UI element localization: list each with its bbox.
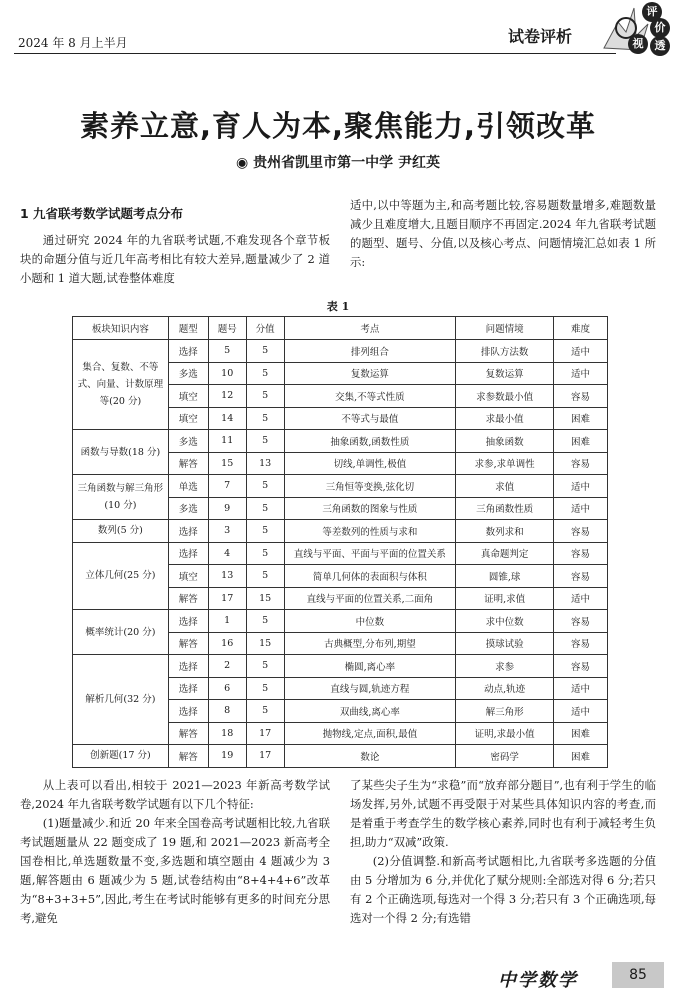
table-cell: 等差数列的性质与求和 bbox=[284, 520, 456, 543]
section1-left-column bbox=[20, 204, 330, 288]
table-cell: 证明,求最小值 bbox=[456, 722, 554, 745]
bottom-left-column bbox=[20, 776, 330, 928]
table-cell: 解答 bbox=[168, 452, 208, 475]
logo-char-2: 价 bbox=[650, 18, 670, 38]
table-cell: 5 bbox=[246, 520, 284, 543]
table-cell: 适中 bbox=[554, 587, 608, 610]
table-cell: 10 bbox=[208, 362, 246, 385]
table-cell: 14 bbox=[208, 407, 246, 430]
table-cell: 15 bbox=[246, 587, 284, 610]
table-cell: 多选 bbox=[168, 362, 208, 385]
table-cell: 真命题判定 bbox=[456, 542, 554, 565]
table-cell: 多选 bbox=[168, 497, 208, 520]
column-header: 分值 bbox=[246, 317, 284, 340]
table-cell: 16 bbox=[208, 632, 246, 655]
article-title: 素养立意,育人为本,聚焦能力,引领改革 bbox=[79, 109, 597, 143]
table-cell: 5 bbox=[246, 407, 284, 430]
table-cell: 适中 bbox=[554, 362, 608, 385]
table-cell: 5 bbox=[246, 700, 284, 723]
table-cell: 求最小值 bbox=[456, 407, 554, 430]
paragraph: (1)题量减少.和近 20 年来全国卷高考试题相比较,九省联考试题题量从 22 题变成了 19 题,和 2021—2023 新高考全国卷相比,单选题数量不变,多选题和填空题由 4 题减少为 3 题,解答题由 6 题减少为 5 题,试卷结构由“8+4+4+6”改革为“8+3+3+5”,因此,考生在考试时能够有更多的时间充分思考,避免 bbox=[20, 816, 330, 925]
column-header: 难度 bbox=[554, 317, 608, 340]
issue-date: 2024 年 8 月上半月 bbox=[18, 36, 128, 50]
table-cell: 5 bbox=[246, 475, 284, 498]
table-cell: 5 bbox=[246, 385, 284, 408]
table-cell: 填空 bbox=[168, 407, 208, 430]
table-cell: 解三角形 bbox=[456, 700, 554, 723]
table-cell: 切线,单调性,极值 bbox=[284, 452, 456, 475]
column-header: 题型 bbox=[168, 317, 208, 340]
table-cell: 双曲线,离心率 bbox=[284, 700, 456, 723]
table-row bbox=[73, 430, 608, 453]
table-cell: 三角函数性质 bbox=[456, 497, 554, 520]
table-cell: 5 bbox=[246, 340, 284, 363]
table-cell: 11 bbox=[208, 430, 246, 453]
table-cell: 容易 bbox=[554, 542, 608, 565]
table-cell: 8 bbox=[208, 700, 246, 723]
table-cell: 中位数 bbox=[284, 610, 456, 633]
table-cell: 多选 bbox=[168, 430, 208, 453]
column-name: 试卷评析 bbox=[508, 27, 573, 46]
table-cell: 12 bbox=[208, 385, 246, 408]
article-author: ◉ 贵州省凯里市第一中学 尹红英 bbox=[236, 155, 440, 171]
section-heading: 1 九省联考数学试题考点分布 bbox=[20, 206, 184, 221]
table-cell: 解答 bbox=[168, 632, 208, 655]
table-cell: 容易 bbox=[554, 565, 608, 588]
logo-char-4: 透 bbox=[650, 36, 670, 56]
paragraph: 适中,以中等题为主,和高考题比较,容易题数量增多,难题数量减少且难度增大,且题目顺序不再固定.2024 年九省联考试题的题型、题号、分值,以及核心考点、问题情境汇总如表 1 所示: bbox=[350, 198, 656, 269]
table-cell: 三角函数的图象与性质 bbox=[284, 497, 456, 520]
table-cell: 复数运算 bbox=[456, 362, 554, 385]
table-cell: 困难 bbox=[554, 407, 608, 430]
paragraph: (2)分值调整.和新高考试题相比,九省联考多选题的分值由 5 分增加为 6 分,并优化了赋分规则:全部选对得 6 分;若只有 2 个正确选项,每选对一个得 3 分;若只有 3 个正确选项,每选对一个得 2 分;有选错 bbox=[350, 854, 656, 925]
table-cell: 选择 bbox=[168, 340, 208, 363]
block-cell: 函数与导数(18 分) bbox=[73, 430, 169, 475]
bottom-right-column bbox=[350, 776, 656, 928]
table-cell: 解答 bbox=[168, 587, 208, 610]
table-cell: 排队方法数 bbox=[456, 340, 554, 363]
table-cell: 19 bbox=[208, 745, 246, 768]
table-cell: 抛物线,定点,面积,最值 bbox=[284, 722, 456, 745]
table-cell: 椭圆,离心率 bbox=[284, 655, 456, 678]
table-cell: 单选 bbox=[168, 475, 208, 498]
block-cell: 概率统计(20 分) bbox=[73, 610, 169, 655]
table-cell: 选择 bbox=[168, 520, 208, 543]
page-number: 85 bbox=[612, 962, 664, 988]
table-cell: 证明,求值 bbox=[456, 587, 554, 610]
table-row bbox=[73, 655, 608, 678]
table-cell: 困难 bbox=[554, 430, 608, 453]
table-cell: 交集,不等式性质 bbox=[284, 385, 456, 408]
table-cell: 1 bbox=[208, 610, 246, 633]
table-cell: 13 bbox=[246, 452, 284, 475]
table-cell: 13 bbox=[208, 565, 246, 588]
table-cell: 2 bbox=[208, 655, 246, 678]
table-cell: 17 bbox=[208, 587, 246, 610]
table-row bbox=[73, 745, 608, 768]
table-cell: 不等式与最值 bbox=[284, 407, 456, 430]
table-cell: 古典概型,分布列,期望 bbox=[284, 632, 456, 655]
table-cell: 圆锥,球 bbox=[456, 565, 554, 588]
table-row bbox=[73, 475, 608, 498]
block-cell: 集合、复数、不等式、向量、计数原理等(20 分) bbox=[73, 340, 169, 430]
table-cell: 适中 bbox=[554, 677, 608, 700]
table-cell: 解答 bbox=[168, 745, 208, 768]
table-cell: 选择 bbox=[168, 610, 208, 633]
table-cell: 数论 bbox=[284, 745, 456, 768]
table-row bbox=[73, 520, 608, 543]
table-cell: 17 bbox=[246, 722, 284, 745]
table-cell: 适中 bbox=[554, 340, 608, 363]
table-cell: 容易 bbox=[554, 452, 608, 475]
column-header: 考点 bbox=[284, 317, 456, 340]
table-cell: 适中 bbox=[554, 700, 608, 723]
table-cell: 摸球试验 bbox=[456, 632, 554, 655]
column-logo-icon bbox=[596, 2, 672, 58]
logo-char-1: 评 bbox=[642, 2, 662, 22]
table-cell: 5 bbox=[246, 677, 284, 700]
table-row bbox=[73, 340, 608, 363]
column-header: 题号 bbox=[208, 317, 246, 340]
table-cell: 复数运算 bbox=[284, 362, 456, 385]
table-cell: 密码学 bbox=[456, 745, 554, 768]
table-cell: 5 bbox=[246, 542, 284, 565]
table-cell: 容易 bbox=[554, 610, 608, 633]
table-cell: 抽象函数 bbox=[456, 430, 554, 453]
table-cell: 容易 bbox=[554, 520, 608, 543]
table-cell: 15 bbox=[246, 632, 284, 655]
column-header: 问题情境 bbox=[456, 317, 554, 340]
table-cell: 适中 bbox=[554, 475, 608, 498]
table-cell: 4 bbox=[208, 542, 246, 565]
page-header bbox=[0, 0, 676, 58]
table-cell: 求参 bbox=[456, 655, 554, 678]
table-cell: 填空 bbox=[168, 385, 208, 408]
table-cell: 6 bbox=[208, 677, 246, 700]
table-cell: 求中位数 bbox=[456, 610, 554, 633]
header-rule bbox=[14, 53, 616, 54]
table-cell: 选择 bbox=[168, 542, 208, 565]
column-header: 板块知识内容 bbox=[73, 317, 169, 340]
table-row bbox=[73, 542, 608, 565]
table-cell: 15 bbox=[208, 452, 246, 475]
table-cell: 9 bbox=[208, 497, 246, 520]
table-cell: 数列求和 bbox=[456, 520, 554, 543]
block-cell: 三角函数与解三角形(10 分) bbox=[73, 475, 169, 520]
table-cell: 解答 bbox=[168, 722, 208, 745]
table-cell: 直线与平面的位置关系,二面角 bbox=[284, 587, 456, 610]
magazine-logo: 中学数学 bbox=[498, 970, 578, 991]
paragraph: 了某些尖子生为“求稳”而“放弃部分题目”,也有利于学生的临场发挥,另外,试题不再受限于对某些具体知识内容的考查,而是着重于考查学生的数学核心素养,同时也有利于减轻考生负担,助力“双减”政策. bbox=[350, 778, 656, 849]
table-cell: 5 bbox=[246, 362, 284, 385]
table-cell: 直线与平面、平面与平面的位置关系 bbox=[284, 542, 456, 565]
table-caption: 表 1 bbox=[326, 300, 350, 313]
table-cell: 抽象函数,函数性质 bbox=[284, 430, 456, 453]
table-cell: 7 bbox=[208, 475, 246, 498]
paragraph: 从上表可以看出,相较于 2021—2023 年新高考数学试卷,2024 年九省联考数学试题有以下几个特征: bbox=[20, 778, 330, 811]
table-cell: 求参数最小值 bbox=[456, 385, 554, 408]
table-cell: 选择 bbox=[168, 700, 208, 723]
table-cell: 选择 bbox=[168, 677, 208, 700]
table-cell: 求参,求单调性 bbox=[456, 452, 554, 475]
table-cell: 5 bbox=[208, 340, 246, 363]
table-cell: 求值 bbox=[456, 475, 554, 498]
paragraph: 通过研究 2024 年的九省联考试题,不难发现各个章节板块的命题分值与近几年高考相比有较大差异,题量减少了 2 道小题和 1 道大题,试卷整体难度 bbox=[20, 233, 330, 285]
table-cell: 5 bbox=[246, 497, 284, 520]
table-cell: 容易 bbox=[554, 655, 608, 678]
table-cell: 17 bbox=[246, 745, 284, 768]
logo-char-3: 视 bbox=[628, 34, 648, 54]
table-cell: 5 bbox=[246, 565, 284, 588]
table-cell: 直线与圆,轨迹方程 bbox=[284, 677, 456, 700]
table-cell: 5 bbox=[246, 610, 284, 633]
table-cell: 容易 bbox=[554, 632, 608, 655]
section1-right-column bbox=[350, 196, 656, 272]
block-cell: 创新题(17 分) bbox=[73, 745, 169, 768]
table-cell: 三角恒等变换,弦化切 bbox=[284, 475, 456, 498]
table-cell: 困难 bbox=[554, 745, 608, 768]
table-cell: 5 bbox=[246, 655, 284, 678]
table-cell: 排列组合 bbox=[284, 340, 456, 363]
table-cell: 18 bbox=[208, 722, 246, 745]
table-cell: 简单几何体的表面积与体积 bbox=[284, 565, 456, 588]
table-cell: 容易 bbox=[554, 385, 608, 408]
table-row bbox=[73, 610, 608, 633]
table-cell: 3 bbox=[208, 520, 246, 543]
table-cell: 填空 bbox=[168, 565, 208, 588]
block-cell: 解析几何(32 分) bbox=[73, 655, 169, 745]
table-cell: 5 bbox=[246, 430, 284, 453]
table-cell: 选择 bbox=[168, 655, 208, 678]
block-cell: 数列(5 分) bbox=[73, 520, 169, 543]
table-header-row bbox=[73, 317, 608, 340]
table-cell: 动点,轨迹 bbox=[456, 677, 554, 700]
table-cell: 困难 bbox=[554, 722, 608, 745]
block-cell: 立体几何(25 分) bbox=[73, 542, 169, 610]
table-cell: 适中 bbox=[554, 497, 608, 520]
exam-topic-table bbox=[72, 316, 608, 768]
